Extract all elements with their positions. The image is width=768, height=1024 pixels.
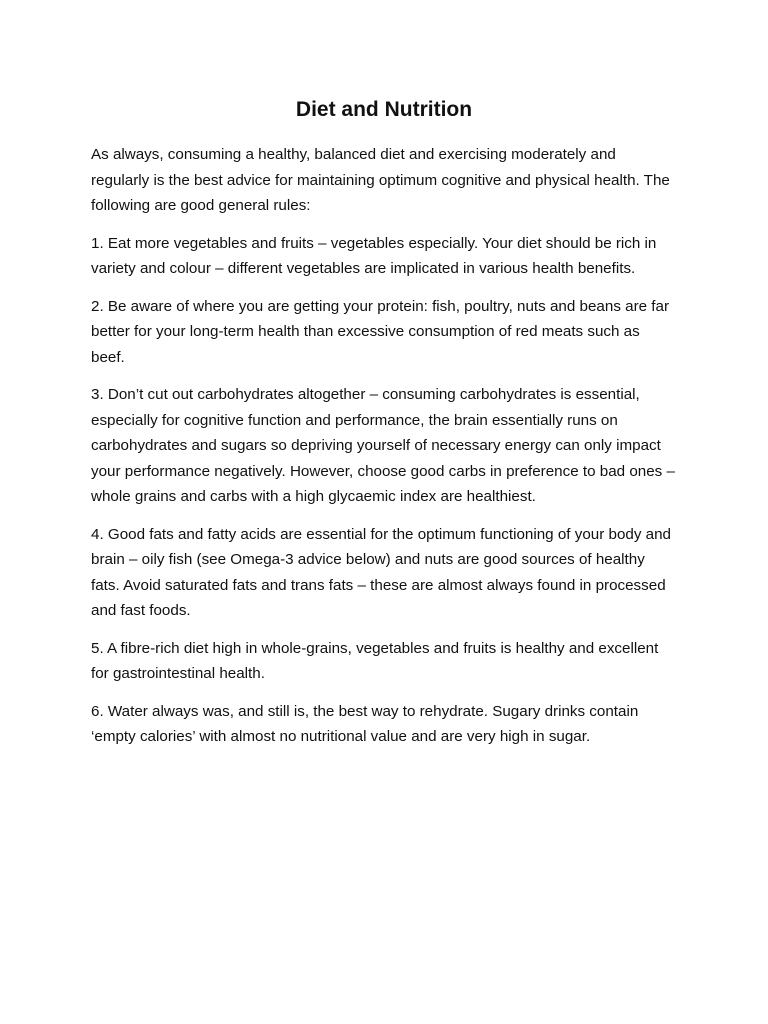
rule-paragraph-4: 4. Good fats and fatty acids are essential for the optimum functioning of your body and brain – oily fish (see Omega-3 advice below) and nuts are good sources of healthy fats. Avoid saturated fats and trans fats – these are almost always found in processed and fast foods. [91,525,671,619]
rule-paragraph-3: 3. Don’t cut out carbohydrates altogether – consuming carbohydrates is essential, especially for cognitive function and performance, the brain essentially runs on carbohydrates and sugars so depriving yourself of necessary energy can only impact your performance negatively. However, choose good carbs in preference to bad ones – whole grains and carbs with a high glycaemic index are healthiest. [91,386,675,505]
intro-paragraph: As always, consuming a healthy, balanced diet and exercising moderately and regularly is the best advice for maintaining optimum cognitive and physical health. The following are good general rules: [91,146,670,214]
rule-paragraph-5: 5. A fibre-rich diet high in whole-grains, vegetables and fruits is healthy and excellent for gastrointestinal health. [91,639,659,682]
document-body [91,142,677,762]
rule-paragraph-2: 2. Be aware of where you are getting your protein: fish, poultry, nuts and beans are far better for your long-term health than excessive consumption of red meats such as beef. [91,297,670,366]
page-title: Diet and Nutrition [295,98,473,121]
rule-paragraph-6: 6. Water always was, and still is, the best way to rehydrate. Sugary drinks contain ‘empty calories’ with almost no nutritional value and are very high in sugar. [91,702,639,745]
rule-paragraph-1: 1. Eat more vegetables and fruits – vegetables especially. Your diet should be rich in variety and colour – different vegetables are implicated in various health benefits. [91,234,657,277]
